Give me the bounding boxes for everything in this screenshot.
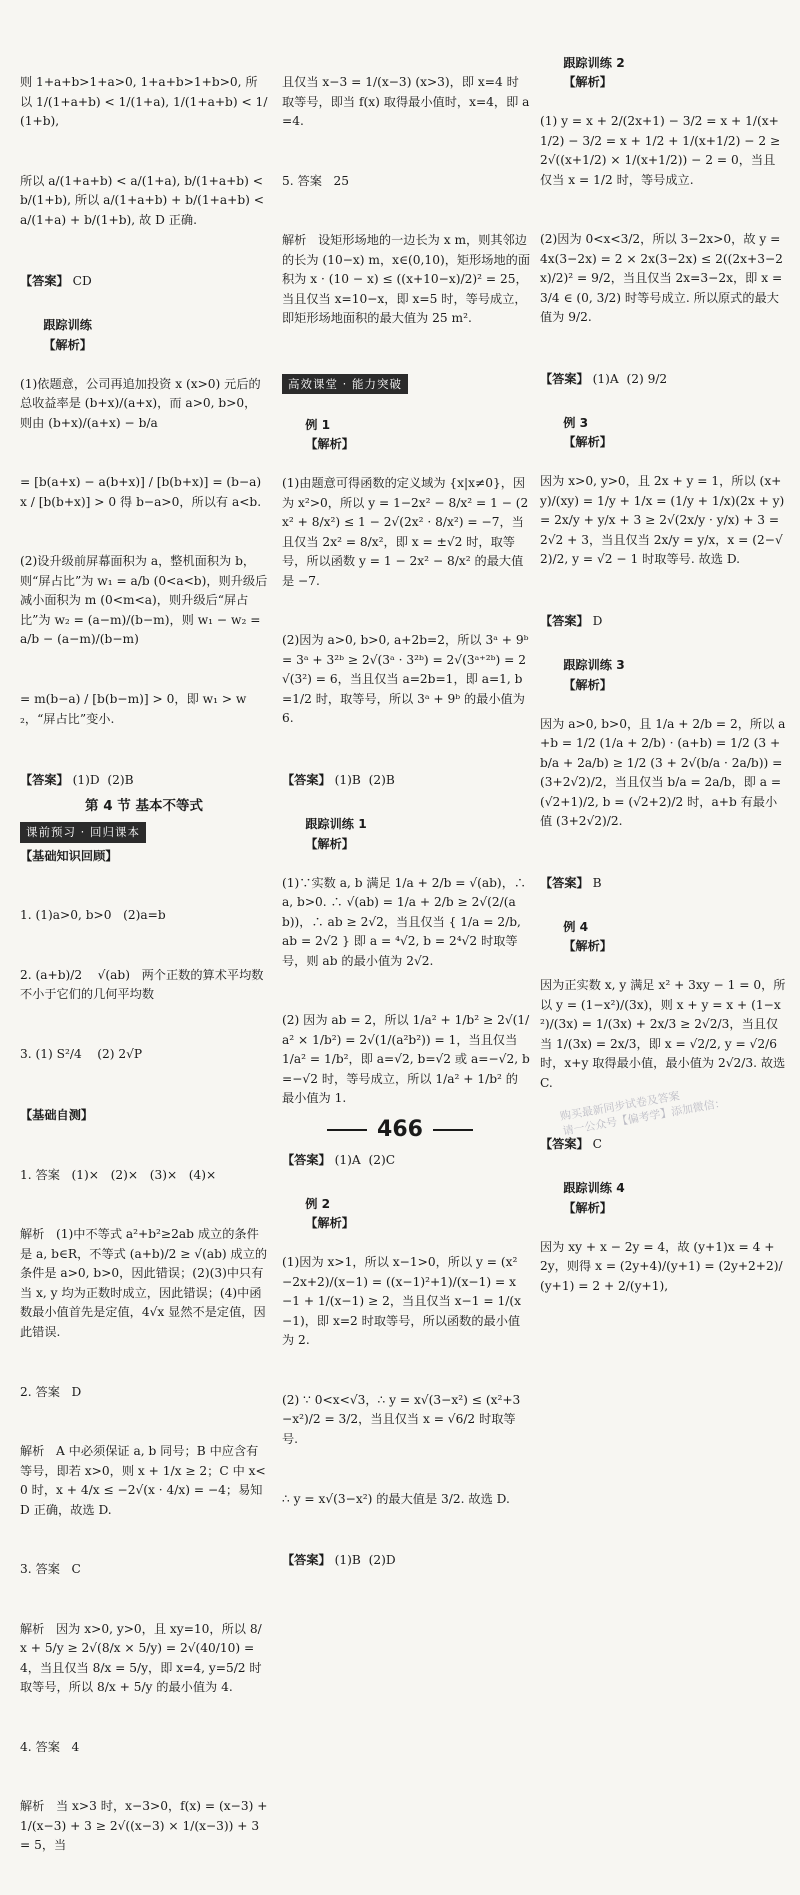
text-line: 1. (1)a>0, b>0 (2)a=b [20, 908, 166, 923]
analysis-tag: 【解析】 [305, 1216, 354, 1231]
exercise-label: 跟踪训练 3 [563, 657, 625, 672]
example-label: 例 3 [563, 415, 589, 430]
section-banner: 高效课堂 · 能力突破 [282, 374, 408, 394]
example-label: 例 4 [563, 919, 589, 934]
text-line: 1. 答案 (1)× (2)× (3)× (4)× [20, 1167, 217, 1182]
tracking-exercise [20, 297, 268, 768]
page-number-footer [300, 1112, 500, 1147]
example-label: 例 1 [305, 417, 331, 432]
answer-line: 【答案】 (1)A (2) 9/2 [540, 371, 668, 386]
text-line: 解析 (1)中不等式 a²+b²≥2ab 成立的条件是 a, b∈R，不等式 (a+b)/2 ≥ √(ab) 成立的条件是 a>0, b>0，因此错误；(2)(3)中只有当 x, y 均为正数时成立，因此错误；(4)中函数最小值首先是定值，4√x 显然不是定值，因此错误. [20, 1227, 268, 1339]
answer-value: (1)B (2)B [334, 772, 395, 787]
answer-line: 【答案】 C [540, 1137, 602, 1152]
column-left [20, 34, 272, 1853]
text-line: (1) y = x + 2/(2x+1) − 3/2 = x + 1/(x+1/2) − 3/2 = x + 1/2 + 1/(x+1/2) − 2 ≥ 2√((x+1/2) × 1/(x+1/2)) − 2 = 0，当且仅当 x = 1/2 时，等号成立. [540, 114, 785, 187]
analysis-tag: 【解析】 [305, 437, 354, 452]
text-line: 解析 当 x>3 时，x−3>0，f(x) = (x−3) + 1/(x−3) + 3 ≥ 2√((x−3) × 1/(x−3)) + 3 = 5，当 [20, 1799, 272, 1853]
example-2 [282, 1175, 530, 1548]
text-line: 解析 设矩形场地的一边长为 x m，则其邻边的长为 (10−x) m，x∈(0,10)，矩形场地的面积为 x · (10 − x) ≤ ((x+10−x)/2)² = 25，当且仅当 x=10−x，即 x=5 时，等号成立，即矩形场地面积的最大值为 25 m². [282, 233, 531, 326]
example-label: 例 2 [305, 1196, 331, 1211]
exercise-label: 跟踪训练 4 [563, 1181, 625, 1196]
answer-line: 【答案】 (1)B (2)B [282, 772, 395, 787]
example-3 [540, 394, 789, 609]
answer-line: 【答案】 CD [20, 274, 92, 289]
answer-value: (1)A (2) 9/2 [592, 371, 668, 386]
analysis-tag: 【解析】 [563, 939, 612, 954]
text-line: 因为正实数 x, y 满足 x² + 3xy − 1 = 0，所以 y = (1−x²)/(3x)，则 x + y = x + (1−x²)/(3x) = 1/(3x) + 2x/3 ≥ 2√2/3，当且仅当 1/(3x) = 2x/3，即 x = √2/2, y = √2/6 时，x+y 取得最小值，最小值为 2√2/3. 故选 C. [540, 978, 790, 1090]
answer-line: 【答案】 B [540, 875, 602, 890]
section-banner: 课前预习 · 回归课本 [20, 822, 146, 842]
self-test [20, 1127, 272, 1895]
answer-line: 【答案】 D [540, 613, 603, 628]
example-1 [282, 396, 533, 768]
text-line: (2)设升级前屏幕面积为 a，整机面积为 b，则“屏占比”为 w₁ = a/b (0<a<b)，则升级后减小面积为 m (0<m<a)，则升级后“屏占比”为 w₂ = (a−m)/(b−m)，则 w₁ − w₂ = a/b − (a−m)/(b−m) [20, 554, 268, 647]
text-line: 3. 答案 C [20, 1562, 81, 1577]
tracking-exercise-3 [540, 636, 786, 870]
answer-value: CD [72, 274, 92, 289]
tracking-exercise-4 [540, 1160, 786, 1336]
text-line: (2)因为 0<x<3/2，所以 3−2x>0，故 y = 4x(3−2x) = 2 × 2x(3−2x) ≤ 2((2x+3−2x)/2)² = 9/2，当且仅当 2x=3−2x，即 x = 3/4 ∈ (0, 3/2) 时等号成立. 所以原式的最大值为 9/2. [540, 232, 787, 325]
tracking-exercise-2 [540, 34, 786, 367]
answer-value: B [592, 875, 602, 890]
sub-heading: 【基础知识回顾】 [20, 848, 118, 863]
text-line: 解析 因为 x>0, y>0，且 xy=10，所以 8/x + 5/y ≥ 2√(8/x × 5/y) = 2√(40/10) = 4，当且仅当 8/x = 5/y，即 x=4, y=5/2 时取等号，所以 8/x + 5/y 的最小值为 4. [20, 1621, 262, 1695]
page-number: 466 [377, 1117, 423, 1142]
text-line: 2. 答案 D [20, 1384, 82, 1399]
footer-rule-left [327, 1129, 367, 1131]
text-line: 2. (a+b)/2 √(ab) 两个正数的算术平均数不小于它们的几何平均数 [20, 967, 264, 1002]
intro-solution [20, 34, 268, 269]
text-line: = m(b−a) / [b(b−m)] > 0，即 w₁ > w₂，“屏占比”变小. [20, 692, 247, 726]
analysis-tag: 【解析】 [563, 435, 612, 450]
analysis-tag: 【解析】 [563, 677, 612, 692]
answer-value: (1)D (2)B [72, 773, 134, 788]
answer-value: D [592, 613, 603, 628]
text-line: 所以 a/(1+a+b) < a/(1+a), b/(1+a+b) < b/(1+b), 所以 a/(1+a+b) + b/(1+a+b) < a/(1+a) + b/(1+b), 故 D 正确. [20, 173, 268, 227]
text-line: 因为 x>0, y>0，且 2x + y = 1，所以 (x+y)/(xy) = 1/y + 1/x = (1/y + 1/x)(2x + y) = 2x/y + y/x + 3 ≥ 2√(2x/y · y/x) + 3 = 2√2 + 3，当且仅当 2x/y = y/x，x = (2−√2)/2, y = √2 − 1 时取等号. 故选 D. [540, 474, 789, 567]
sub-heading: 【基础自测】 [20, 1108, 94, 1123]
answer-value: (1)A (2)C [334, 1152, 396, 1167]
analysis-tag: 【解析】 [563, 75, 612, 90]
text-line: ∴ y = x√(3−x²) 的最大值是 3/2. 故选 D. [282, 1491, 510, 1506]
continued-solution [282, 34, 530, 368]
text-line: 且仅当 x−3 = 1/(x−3) (x>3)，即 x=4 时取等号，即当 f(x) 取得最小值时，x=4，即 a=4. [282, 75, 530, 129]
answer-line: 【答案】 (1)A (2)C [282, 1152, 396, 1167]
text-line: 3. (1) S²/4 (2) 2√P [20, 1046, 143, 1061]
tracking-exercise-1 [282, 795, 530, 1147]
analysis-tag: 【解析】 [563, 1200, 612, 1215]
text-line: (2)因为 a>0, b>0, a+2b=2，所以 3ᵃ + 9ᵇ = 3ᵃ + 3²ᵇ ≥ 2√(3ᵃ · 3²ᵇ) = 2√(3ᵃ⁺²ᵇ) = 2√(3²) = 6，当且仅当 a=2b=1，即 a=1, b=1/2 时，取等号，所以 3ᵃ + 9ᵇ 的最小值为 6. [282, 633, 533, 726]
footer-rule-right [433, 1129, 473, 1131]
answer-line: 【答案】 (1)B (2)D [282, 1553, 396, 1568]
text-line: (1)∵实数 a, b 满足 1/a + 2/b = √(ab)，∴ a, b>0. ∴ √(ab) = 1/a + 2/b ≥ 2√(2/(ab))，∴ ab ≥ 2√2，当且仅当 { 1/a = 2/b, ab = 2√2 } 即 a = ⁴√2, b = 2⁴√2 时取等号，则 ab 的最小值为 2√2. [282, 875, 530, 968]
text-line: 因为 xy + x − 2y = 4，故 (y+1)x = 4 + 2y，则得 x = (2y+4)/(y+1) = (2y+2+2)/(y+1) = 2 + 2/(y+1), [540, 1239, 783, 1293]
answer-line: 【答案】 (1)D (2)B [20, 773, 134, 788]
text-line: 因为 a>0, b>0，且 1/a + 2/b = 2，所以 a+b = 1/2 (1/a + 2/b) · (a+b) = 1/2 (3 + b/a + 2a/b) ≥ 1/2 (3 + 2√(b/a · 2a/b)) = (3+2√2)/2，当且仅当 b/a = 2a/b，即 a = (√2+1)/2, b = (√2+2)/2 时，a+b 有最小值 (3+2√2)/2. [540, 716, 787, 829]
exercise-label: 跟踪训练 [43, 318, 92, 333]
text-line: = [b(a+x) − a(b+x)] / [b(b+x)] = (b−a)x / [b(b+x)] > 0 得 b−a>0，所以有 a<b. [20, 475, 262, 509]
exercise-label: 跟踪训练 2 [563, 55, 625, 70]
watermark-text: 购买最新同步试卷及答案 请一公众号【偏考学】添加微信： [559, 1089, 727, 1138]
answer-value: C [592, 1137, 602, 1152]
answer-value: (1)B (2)D [334, 1553, 396, 1568]
text-line: 5. 答案 25 [282, 173, 350, 188]
text-line: (1)因为 x>1，所以 x−1>0，所以 y = (x²−2x+2)/(x−1) = ((x−1)²+1)/(x−1) = x−1 + 1/(x−1) ≥ 2，当且仅当 x−1 = 1/(x−1)，即 x=2 时取等号，所以函数的最小值为 2. [282, 1255, 521, 1348]
text-line: 解析 A 中必须保证 a, b 同号；B 中应含有等号，即若 x>0，则 x + 1/x ≥ 2；C 中 x<0 时，x + 4/x ≤ −2√(x · 4/x) = −4；易知 D 正确，故选 D. [20, 1444, 267, 1517]
text-line: (1)依题意，公司再追加投资 x (x>0) 元后的总收益率是 (b+x)/(a+x)，而 a>0, b>0，则由 (b+x)/(a+x) − b/a [20, 376, 261, 430]
analysis-tag: 【解析】 [305, 836, 354, 851]
text-line: (1)由题意可得函数的定义域为 {x|x≠0}，因为 x²>0，所以 y = 1−2x² − 8/x² = 1 − (2x² + 8/x²) ≤ 1 − 2√(2x² · 8/x²) = −7，当且仅当 2x² = 8/x²，即 x = ±√2 时，取等号，所以函数 y = 1 − 2x² − 8/x² 的最大值是 −7. [282, 476, 529, 588]
analysis-tag: 【解析】 [43, 337, 92, 352]
basic-knowledge [20, 867, 268, 1103]
exercise-label: 跟踪训练 1 [305, 816, 367, 831]
section-title: 第 4 节 基本不等式 [85, 797, 203, 814]
text-line: (2) ∵ 0<x<√3，∴ y = x√(3−x²) ≤ (x²+3−x²)/2 = 3/2，当且仅当 x = √6/2 时取等号. [282, 1392, 521, 1446]
text-line: 4. 答案 4 [20, 1739, 80, 1754]
text-line: (2) 因为 ab = 2，所以 1/a² + 1/b² ≥ 2√(1/a² × 1/b²) = 2√(1/(a²b²)) = 1，当且仅当 1/a² = 1/b²，即 a=√2, b=√2 或 a=−√2, b=−√2 时，等号成立，所以 1/a² + 1/b² 的最小值为 1. [282, 1013, 530, 1106]
text-line: 则 1+a+b>1+a>0, 1+a+b>1+b>0, 所以 1/(1+a+b) < 1/(1+a), 1/(1+a+b) < 1/(1+b), [20, 75, 268, 129]
